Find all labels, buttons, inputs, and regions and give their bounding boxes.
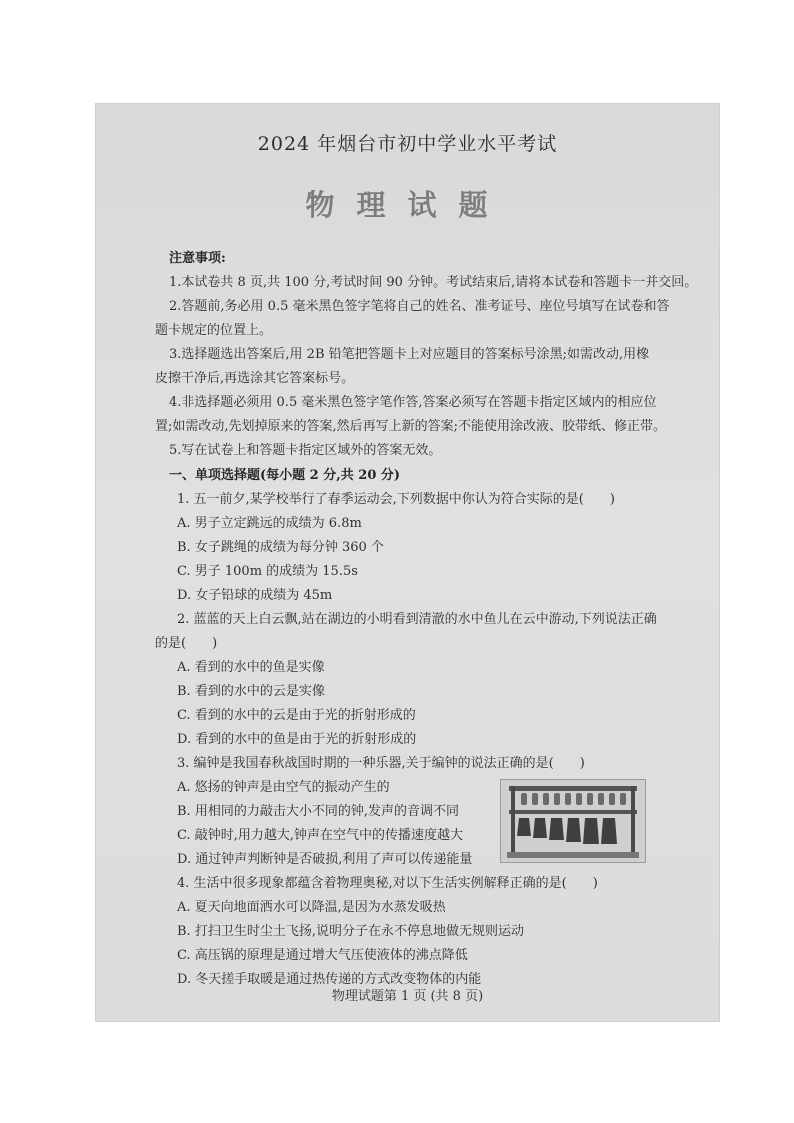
notice-item-3-line-1: 3.选择题选出答案后,用 2B 铅笔把答题卡上对应题目的答案标号涂黑;如需改动,用橡	[169, 347, 650, 362]
notice-heading: 注意事项:	[169, 251, 226, 266]
question-3-option-c: C. 敲钟时,用力越大,钟声在空气中的传播速度越大	[177, 828, 464, 843]
question-3-stem: 3. 编钟是我国春秋战国时期的一种乐器,关于编钟的说法正确的是( )	[177, 756, 585, 771]
notice-item-4-line-1: 4.非选择题必须用 0.5 毫米黑色签字笔作答,答案必须写在答题卡指定区域内的相应位	[169, 395, 657, 410]
question-4-stem: 4. 生活中很多现象都蕴含着物理奥秘,对以下生活实例解释正确的是( )	[177, 876, 598, 891]
notice-item-2-line-2: 题卡规定的位置上。	[155, 323, 273, 338]
page-footer: 物理试题第 1 页 (共 8 页)	[331, 989, 484, 1004]
question-4-option-b: B. 打扫卫生时尘土飞扬,说明分子在永不停息地做无规则运动	[177, 924, 524, 939]
question-3-option-a: A. 悠扬的钟声是由空气的振动产生的	[177, 780, 390, 795]
exam-page	[95, 103, 720, 1022]
question-2-option-c: C. 看到的水中的云是由于光的折射形成的	[177, 708, 416, 723]
notice-item-3-line-2: 皮擦干净后,再选涂其它答案标号。	[155, 371, 355, 386]
question-2-stem-line-1: 2. 蓝蓝的天上白云飘,站在湖边的小明看到清澈的水中鱼儿在云中游动,下列说法正确	[177, 612, 657, 627]
chime-bells-figure	[500, 779, 646, 863]
question-3-option-b: B. 用相同的力敲击大小不同的钟,发声的音调不同	[177, 804, 459, 819]
question-1-option-c: C. 男子 100m 的成绩为 15.5s	[177, 564, 358, 579]
question-4-option-c: C. 高压锅的原理是通过增大气压使液体的沸点降低	[177, 948, 468, 963]
question-1-stem: 1. 五一前夕,某学校举行了春季运动会,下列数据中你认为符合实际的是( )	[177, 492, 615, 507]
chime-bells-illustration	[501, 780, 645, 862]
section-1-heading: 一、单项选择题(每小题 2 分,共 20 分)	[169, 468, 401, 483]
question-4-option-d: D. 冬天搓手取暖是通过热传递的方式改变物体的内能	[177, 972, 482, 987]
question-1-option-d: D. 女子铅球的成绩为 45m	[177, 588, 333, 603]
question-1-option-b: B. 女子跳绳的成绩为每分钟 360 个	[177, 540, 384, 555]
question-2-option-b: B. 看到的水中的云是实像	[177, 684, 325, 699]
subject-title: 物理试题	[305, 188, 510, 222]
notice-item-4-line-2: 置;如需改动,先划掉原来的答案,然后再写上新的答案;不能使用涂改液、胶带纸、修正带。	[155, 419, 667, 434]
notice-item-2-line-1: 2.答题前,务必用 0.5 毫米黑色签字笔将自己的姓名、准考证号、座位号填写在试卷和答	[169, 299, 670, 314]
question-1-option-a: A. 男子立定跳远的成绩为 6.8m	[177, 516, 362, 531]
question-2-option-a: A. 看到的水中的鱼是实像	[177, 660, 325, 675]
exam-title: 2024 年烟台市初中学业水平考试	[257, 133, 558, 155]
question-4-option-a: A. 夏天向地面洒水可以降温,是因为水蒸发吸热	[177, 900, 446, 915]
notice-item-1: 1.本试卷共 8 页,共 100 分,考试时间 90 分钟。考试结束后,请将本试卷和答题卡一并交回。	[169, 275, 698, 290]
question-2-option-d: D. 看到的水中的鱼是由于光的折射形成的	[177, 732, 417, 747]
question-3-option-d: D. 通过钟声判断钟是否破损,利用了声可以传递能量	[177, 852, 473, 867]
question-2-stem-line-2: 的是( )	[155, 636, 218, 651]
notice-item-5: 5.写在试卷上和答题卡指定区域外的答案无效。	[169, 443, 442, 458]
